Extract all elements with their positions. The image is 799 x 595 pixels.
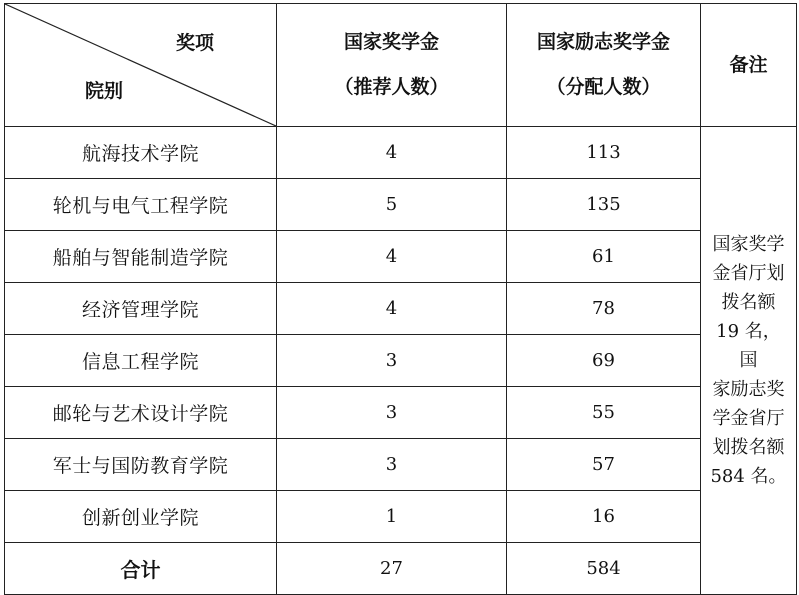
- national-scholarship-title: 国家奖学金: [343, 31, 439, 53]
- national-scholarship-count: 4: [277, 283, 507, 335]
- table-row: [5, 127, 797, 179]
- table-row: [5, 179, 797, 231]
- national-scholarship-count: 3: [277, 335, 507, 387]
- table-row: [5, 439, 797, 491]
- college-name: 经济管理学院: [5, 283, 277, 335]
- encouragement-scholarship-count: 55: [507, 387, 701, 439]
- college-name: 军士与国防教育学院: [5, 439, 277, 491]
- encouragement-scholarship-count: 69: [507, 335, 701, 387]
- remark-line: 国家奖学: [712, 234, 785, 255]
- encouragement-scholarship-count: 135: [507, 179, 701, 231]
- remark-cell: [701, 127, 797, 595]
- encouragement-scholarship-count: 78: [507, 283, 701, 335]
- college-name: 轮机与电气工程学院: [5, 179, 277, 231]
- remark-line: 学金省厅: [712, 408, 785, 429]
- national-scholarship-count: 4: [277, 231, 507, 283]
- total-row: [5, 543, 797, 595]
- diagonal-divider-line: [5, 4, 276, 126]
- national-scholarship-count: 4: [277, 127, 507, 179]
- diagonal-header-cell: [5, 4, 277, 127]
- encouragement-scholarship-count: 61: [507, 231, 701, 283]
- remark-line: 金省厅划: [712, 263, 785, 284]
- college-name: 创新创业学院: [5, 491, 277, 543]
- total-national-count: 27: [277, 543, 507, 595]
- encouragement-scholarship-count: 113: [507, 127, 701, 179]
- college-name: 航海技术学院: [5, 127, 277, 179]
- national-scholarship-count: 3: [277, 439, 507, 491]
- encouragement-scholarship-count: 16: [507, 491, 701, 543]
- encouragement-scholarship-title: 国家励志奖学金: [536, 31, 670, 53]
- encouragement-scholarship-count: 57: [507, 439, 701, 491]
- table-row: [5, 335, 797, 387]
- remark-line: 划拨名额: [712, 437, 785, 458]
- remark-line: 584 名。: [710, 466, 787, 487]
- national-scholarship-subtitle: （推荐人数）: [334, 76, 449, 98]
- table-row: [5, 387, 797, 439]
- college-name: 船舶与智能制造学院: [5, 231, 277, 283]
- college-name: 邮轮与艺术设计学院: [5, 387, 277, 439]
- scholarship-allocation-table: [4, 3, 797, 595]
- national-scholarship-count: 1: [277, 491, 507, 543]
- remark-header: 备注: [701, 4, 797, 127]
- national-scholarship-count: 3: [277, 387, 507, 439]
- national-scholarship-header: [277, 4, 507, 127]
- college-header: 院别: [85, 80, 124, 102]
- remark-line: 拨名额: [721, 292, 776, 313]
- encouragement-scholarship-header: [507, 4, 701, 127]
- remark-line: 家励志奖: [712, 379, 785, 400]
- table-row: [5, 231, 797, 283]
- national-scholarship-count: 5: [277, 179, 507, 231]
- table-row: [5, 491, 797, 543]
- total-label: 合计: [5, 543, 277, 595]
- table-header-row: [5, 4, 797, 127]
- encouragement-scholarship-subtitle: （分配人数）: [546, 76, 661, 98]
- table-row: [5, 283, 797, 335]
- remark-line: 19 名，国: [716, 321, 781, 371]
- college-name: 信息工程学院: [5, 335, 277, 387]
- total-encouragement-count: 584: [507, 543, 701, 595]
- award-type-header: 奖项: [175, 32, 214, 54]
